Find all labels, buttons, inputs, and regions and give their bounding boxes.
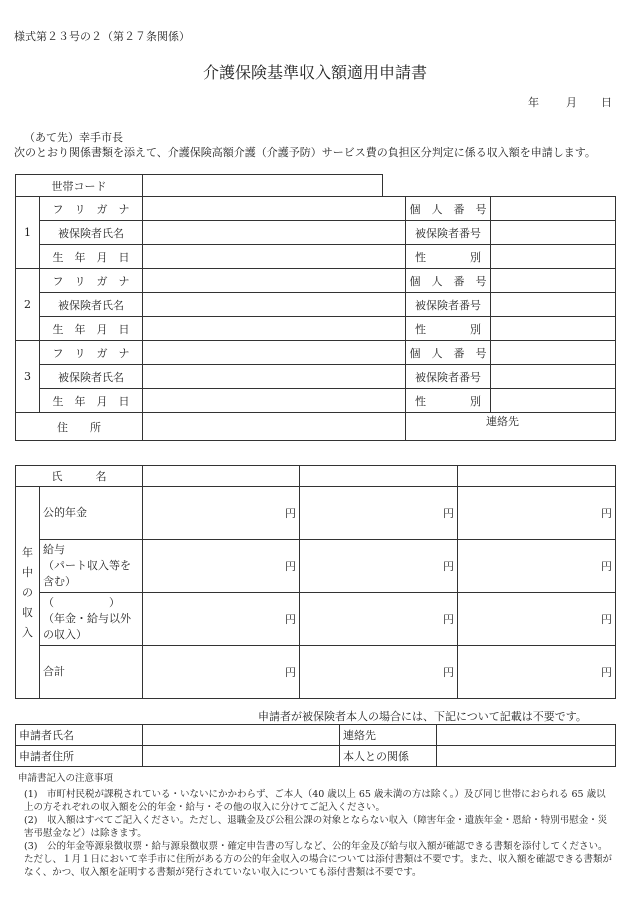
furigana-field[interactable] — [143, 341, 406, 365]
note-2: (2) 収入額はすべてご記入ください。ただし、退職金及び公租公課の対象とならない収入（障害年金・遺族年金・恩給・特別弔慰金・災害弔慰金など）は除きます。 — [24, 815, 608, 839]
income-side-char: 中 — [22, 565, 33, 579]
furigana-field[interactable] — [143, 197, 406, 221]
income-row-label: （ ） （年金・給与以外の収入） — [40, 593, 143, 646]
income-amount-field[interactable] — [143, 646, 300, 699]
furigana-label: フ リ ガ ナ — [40, 341, 143, 365]
birth-date-field[interactable] — [143, 389, 406, 413]
insured-name-label: 被保険者氏名 — [40, 293, 143, 317]
address-field[interactable] — [143, 413, 406, 441]
income-name-field[interactable] — [143, 466, 300, 487]
yen-unit: 円 — [285, 560, 296, 573]
yen-unit: 円 — [443, 560, 454, 573]
income-amount-field[interactable] — [300, 540, 458, 593]
income-side-char: 年 — [22, 545, 33, 559]
yen-unit: 円 — [443, 613, 454, 626]
insured-name-field[interactable] — [143, 293, 406, 317]
yen-unit: 円 — [285, 666, 296, 679]
birth-date-field[interactable] — [143, 317, 406, 341]
intro-text: 次のとおり関係書類を添えて、介護保険高額介護（介護予防）サービス費の負担区分判定に係る収入額を申請します。 — [14, 146, 596, 159]
applicant-address-field[interactable] — [143, 746, 340, 767]
applicant-note: 申請者が被保険者本人の場合には、下記について記載は不要です。 — [258, 710, 587, 723]
insured-no-field[interactable] — [491, 293, 616, 317]
income-name-label: 氏 名 — [16, 466, 143, 487]
income-row-label: 公的年金 — [40, 487, 143, 540]
individual-no-field[interactable] — [491, 269, 616, 293]
addressee: （あて先）幸手市長 — [24, 131, 123, 144]
birth-date-label: 生 年 月 日 — [40, 245, 143, 269]
note-1: (1) 市町村民税が課税されている・いないにかかわらず、ご本人（40 歳以上 65 歳未満の方は除く。）及び同じ世帯におられる 65 歳以上の方それぞれの収入額を公的年金・給与・その他の収入に分けてご記入ください。 — [24, 789, 606, 813]
income-amount-field[interactable] — [458, 540, 616, 593]
address-label: 住 所 — [16, 413, 143, 441]
form-number: 様式第２３号の２（第２７条関係） — [14, 30, 190, 43]
contact-label: 連絡先 — [486, 415, 519, 428]
insured-no-label: 被保険者番号 — [406, 365, 491, 389]
birth-date-field[interactable] — [143, 245, 406, 269]
sex-field[interactable] — [491, 317, 616, 341]
income-side-label — [16, 487, 40, 699]
insured-no-field[interactable] — [491, 221, 616, 245]
yen-unit: 円 — [601, 666, 612, 679]
insured-name-label: 被保険者氏名 — [40, 221, 143, 245]
individual-no-label: 個 人 番 号 — [406, 341, 491, 365]
furigana-label: フ リ ガ ナ — [40, 197, 143, 221]
income-amount-field[interactable] — [143, 540, 300, 593]
note-3: (3) 公的年金等源泉徴収票・給与源泉徴収票・確定申告書の写しなど、公的年金及び給与収入額が確認できる書類を添付してください。ただし、１月１日において幸手市に住所がある方の公的年金収入の場合については添付書類は不要です。また、収入額を確認できる書類がなく、かつ、収入額を証明する書類が発行されていない収入についても添付書類は不要です。 — [24, 841, 613, 878]
income-side-char: の — [22, 585, 33, 599]
yen-unit: 円 — [601, 560, 612, 573]
yen-unit: 円 — [601, 507, 612, 520]
sex-label: 性 別 — [406, 317, 491, 341]
yen-unit: 円 — [443, 507, 454, 520]
income-amount-field[interactable] — [143, 593, 300, 646]
insured-no-label: 被保険者番号 — [406, 221, 491, 245]
income-side-char: 入 — [22, 625, 33, 639]
person-number: 1 — [16, 197, 40, 269]
income-amount-field[interactable] — [143, 487, 300, 540]
applicant-contact-label: 連絡先 — [340, 725, 437, 746]
income-row-label: 合計 — [40, 646, 143, 699]
date-year: 年 — [528, 96, 539, 109]
applicant-name-field[interactable] — [143, 725, 340, 746]
insured-name-field[interactable] — [143, 365, 406, 389]
sex-label: 性 別 — [406, 389, 491, 413]
income-amount-field[interactable] — [300, 646, 458, 699]
income-table — [15, 465, 616, 699]
insured-name-label: 被保険者氏名 — [40, 365, 143, 389]
furigana-field[interactable] — [143, 269, 406, 293]
income-name-field[interactable] — [300, 466, 458, 487]
household-code-label: 世帯コード — [16, 175, 143, 197]
household-code-table — [15, 174, 383, 197]
applicant-contact-field[interactable] — [437, 725, 616, 746]
date-day: 日 — [601, 96, 612, 109]
person-number: 2 — [16, 269, 40, 341]
individual-no-label: 個 人 番 号 — [406, 197, 491, 221]
individual-no-field[interactable] — [491, 341, 616, 365]
birth-date-label: 生 年 月 日 — [40, 317, 143, 341]
sex-field[interactable] — [491, 245, 616, 269]
individual-no-field[interactable] — [491, 197, 616, 221]
yen-unit: 円 — [285, 613, 296, 626]
applicant-name-label: 申請者氏名 — [16, 725, 143, 746]
yen-unit: 円 — [285, 507, 296, 520]
applicant-table — [15, 724, 616, 767]
applicant-relation-field[interactable] — [437, 746, 616, 767]
yen-unit: 円 — [601, 613, 612, 626]
date-month: 月 — [566, 96, 577, 109]
income-side-char: 収 — [22, 605, 33, 619]
income-amount-field[interactable] — [458, 487, 616, 540]
income-amount-field[interactable] — [458, 646, 616, 699]
income-amount-field[interactable] — [458, 593, 616, 646]
individual-no-label: 個 人 番 号 — [406, 269, 491, 293]
income-amount-field[interactable] — [300, 593, 458, 646]
contact-field[interactable] — [406, 413, 616, 441]
income-amount-field[interactable] — [300, 487, 458, 540]
insured-no-label: 被保険者番号 — [406, 293, 491, 317]
sex-field[interactable] — [491, 389, 616, 413]
income-name-field[interactable] — [458, 466, 616, 487]
birth-date-label: 生 年 月 日 — [40, 389, 143, 413]
applicant-address-label: 申請者住所 — [16, 746, 143, 767]
person-number: 3 — [16, 341, 40, 413]
notes — [18, 772, 614, 879]
furigana-label: フ リ ガ ナ — [40, 269, 143, 293]
insured-name-field[interactable] — [143, 221, 406, 245]
sex-label: 性 別 — [406, 245, 491, 269]
income-row-label: 給与 （パート収入等を含む） — [40, 540, 143, 593]
household-code-field[interactable] — [143, 175, 383, 197]
page-title: 介護保険基準収入額適用申請書 — [202, 63, 427, 82]
insured-no-field[interactable] — [491, 365, 616, 389]
yen-unit: 円 — [443, 666, 454, 679]
applicant-relation-label: 本人との関係 — [340, 746, 437, 767]
persons-table — [15, 196, 616, 441]
notes-title: 申請書記入の注意事項 — [18, 773, 114, 784]
